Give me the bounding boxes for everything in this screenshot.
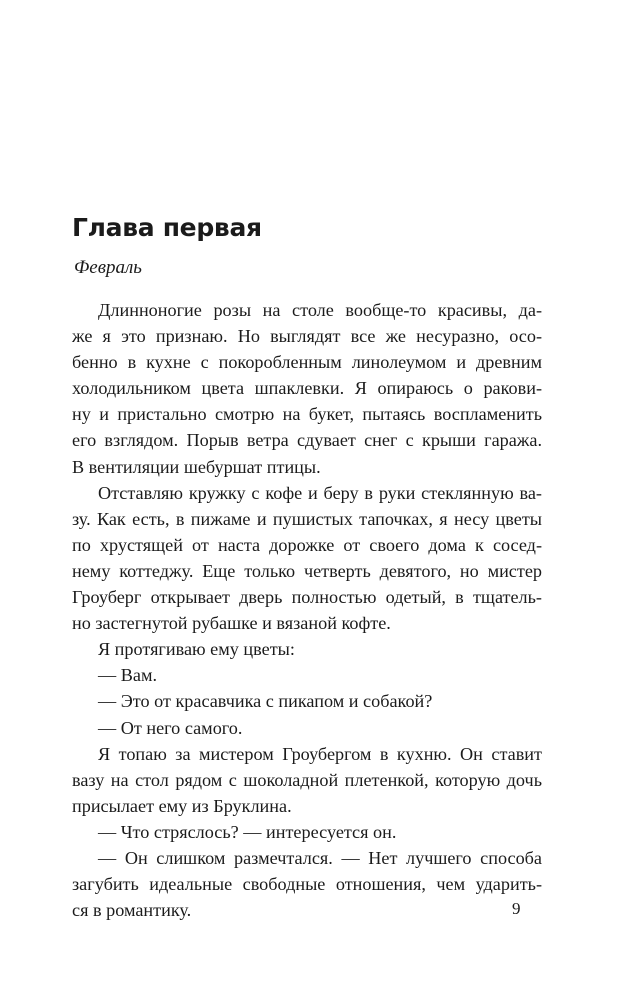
text-line: присылает ему из Бруклина. [72, 795, 292, 816]
dialogue-line: — Это от красавчика с пикапом и собакой? [98, 691, 433, 712]
body-text [72, 297, 542, 923]
dialogue-line: — От него самого. [98, 717, 243, 738]
text-line: бенно в кухне с покоробленным линолеумом и древним [72, 352, 542, 373]
text-line: Отставляю кружку с кофе и беру в руки стеклянную ва- [98, 482, 542, 503]
dialogue-line: — Вам. [98, 665, 157, 686]
text-line: зу. Как есть, в пижаме и пушистых тапочках, я несу цветы [72, 508, 542, 529]
text-line: В вентиляции шебуршат птицы. [72, 456, 321, 477]
text-line: Длинноногие розы на столе вообще-то красивы, да- [98, 300, 542, 320]
text-line: же я это признаю. Но выглядят все же несуразно, осо- [72, 326, 542, 347]
text-line: Я протягиваю ему цветы: [98, 639, 295, 660]
text-line: загубить идеальные свободные отношения, чем ударить- [72, 874, 542, 895]
dialogue-line: — Что стряслось? — интересуется он. [98, 821, 397, 842]
text-line: вазу на стол рядом с шоколадной плетенкой, которую дочь [72, 769, 542, 790]
page-number: 9 [512, 899, 521, 918]
text-line: холодильником цвета шпаклевки. Я опираюсь о ракови- [72, 378, 542, 399]
text-line: но застегнутой рубашке и вязаной кофте. [72, 613, 391, 634]
chapter-title: Глава первая [72, 213, 262, 242]
text-line: нему коттеджу. Еще только четверть девятого, но мистер [72, 560, 542, 581]
dialogue-line: — Он слишком размечтался. — Нет лучшего способа [98, 847, 542, 868]
text-line: ся в романтику. [72, 900, 192, 921]
text-line: ну и пристально смотрю на букет, пытаясь воспламенить [72, 404, 542, 425]
text-line: Я топаю за мистером Гроубергом в кухню. Он ставит [98, 743, 542, 764]
text-line: по хрустящей от наста дорожке от своего дома к сосед- [72, 534, 542, 555]
text-line: Гроуберг открывает дверь полностью одетый, в тщатель- [72, 587, 542, 608]
text-line: его взглядом. Порыв ветра сдувает снег с крыши гаража. [72, 430, 542, 451]
chapter-subtitle: Февраль [74, 257, 142, 278]
